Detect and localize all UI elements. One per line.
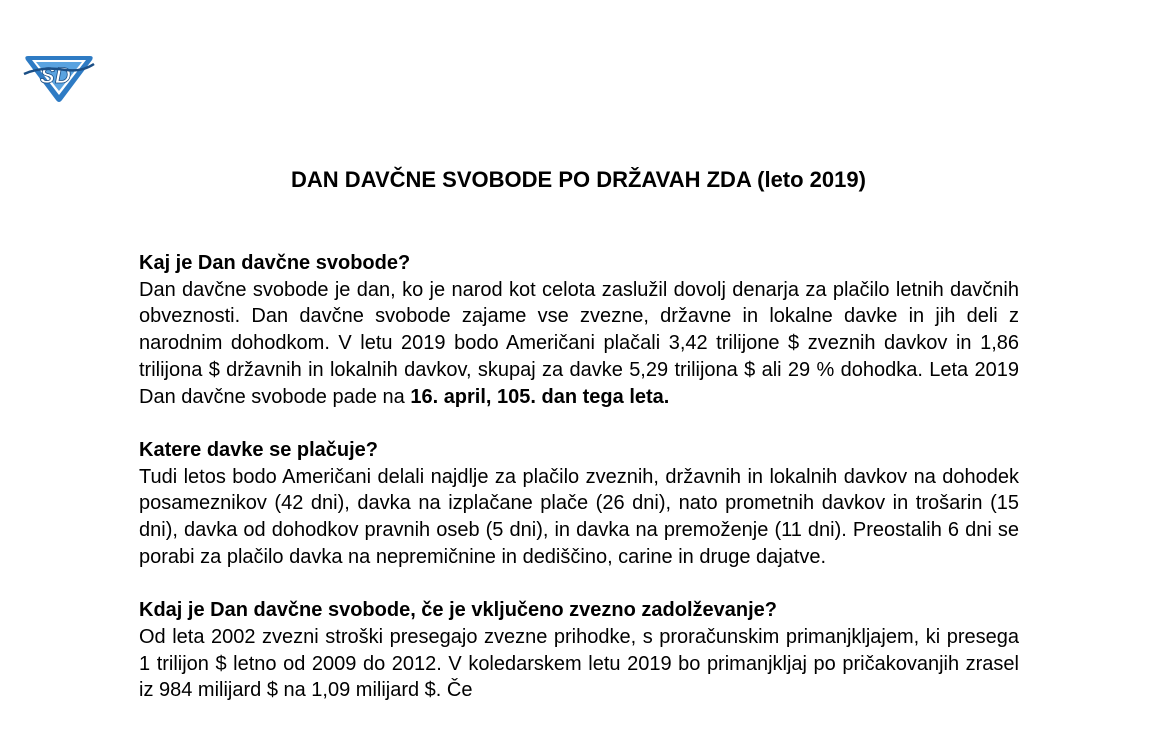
sd-shield-logo-icon [22,50,96,104]
paragraph-text: Dan davčne svobode je dan, ko je narod kot celota zaslužil dovolj denarja za plačilo letnih davčnih obveznosti. Dan davčne svobode zajame vse zvezne, državne in lokalne davke in jih deli z narodnim dohodkom. V letu 2019 bodo Američani plačali 3,42 trilijone $ zveznih davkov in 1,86 trilijona $ državnih in lokalnih davkov, skupaj za davke 5,29 trilijona $ ali 29 % dohodka. Leta 2019 Dan davčne svobode pade na [139,278,1019,408]
section-heading: Kaj je Dan davčne svobode? [139,252,411,274]
section-heading: Katere davke se plačuje? [139,438,379,461]
section-which-taxes [139,437,1019,571]
document-title: DAN DAVČNE SVOBODE PO DRŽAVAH ZDA (leto 2019) [291,167,866,192]
section-paragraph: Od leta 2002 zvezni stroški presegajo zvezne prihodke, s proračunskim primanjkljajem, ki presega 1 trilijon $ letno od 2009 do 2012. V koledarskem letu 2019 bo primanjkljaj po pričakovanjih zrasel iz 984 milijard $ na 1,09 milijard $. Če [139,625,1019,702]
section-paragraph: Tudi letos bodo Američani delali najdlje za plačilo zveznih, državnih in lokalnih davkov na dohodek posameznikov (42 dni), davka na izplačane plače (26 dni), nato prometnih davkov in trošarin (15 dni), davka od dohodkov pravnih oseb (5 dni), in davka na premoženje (11 dni). Preostalih 6 dni se porabi za plačilo davka na nepremičnine in dediščino, carine in druge dajatve. [139,465,1019,568]
document-body [139,250,1019,731]
svg-text:S: S [40,63,55,88]
paragraph-bold-date: 16. april, 105. dan tega leta. [410,385,670,408]
section-heading: Kdaj je Dan davčne svobode, če je vključeno zvezno zadolževanje? [139,599,777,622]
svg-text:D: D [55,63,71,88]
section-what-is-tax-freedom-day [139,250,1019,410]
section-paragraph [139,277,1019,411]
section-federal-borrowing [139,597,1019,704]
